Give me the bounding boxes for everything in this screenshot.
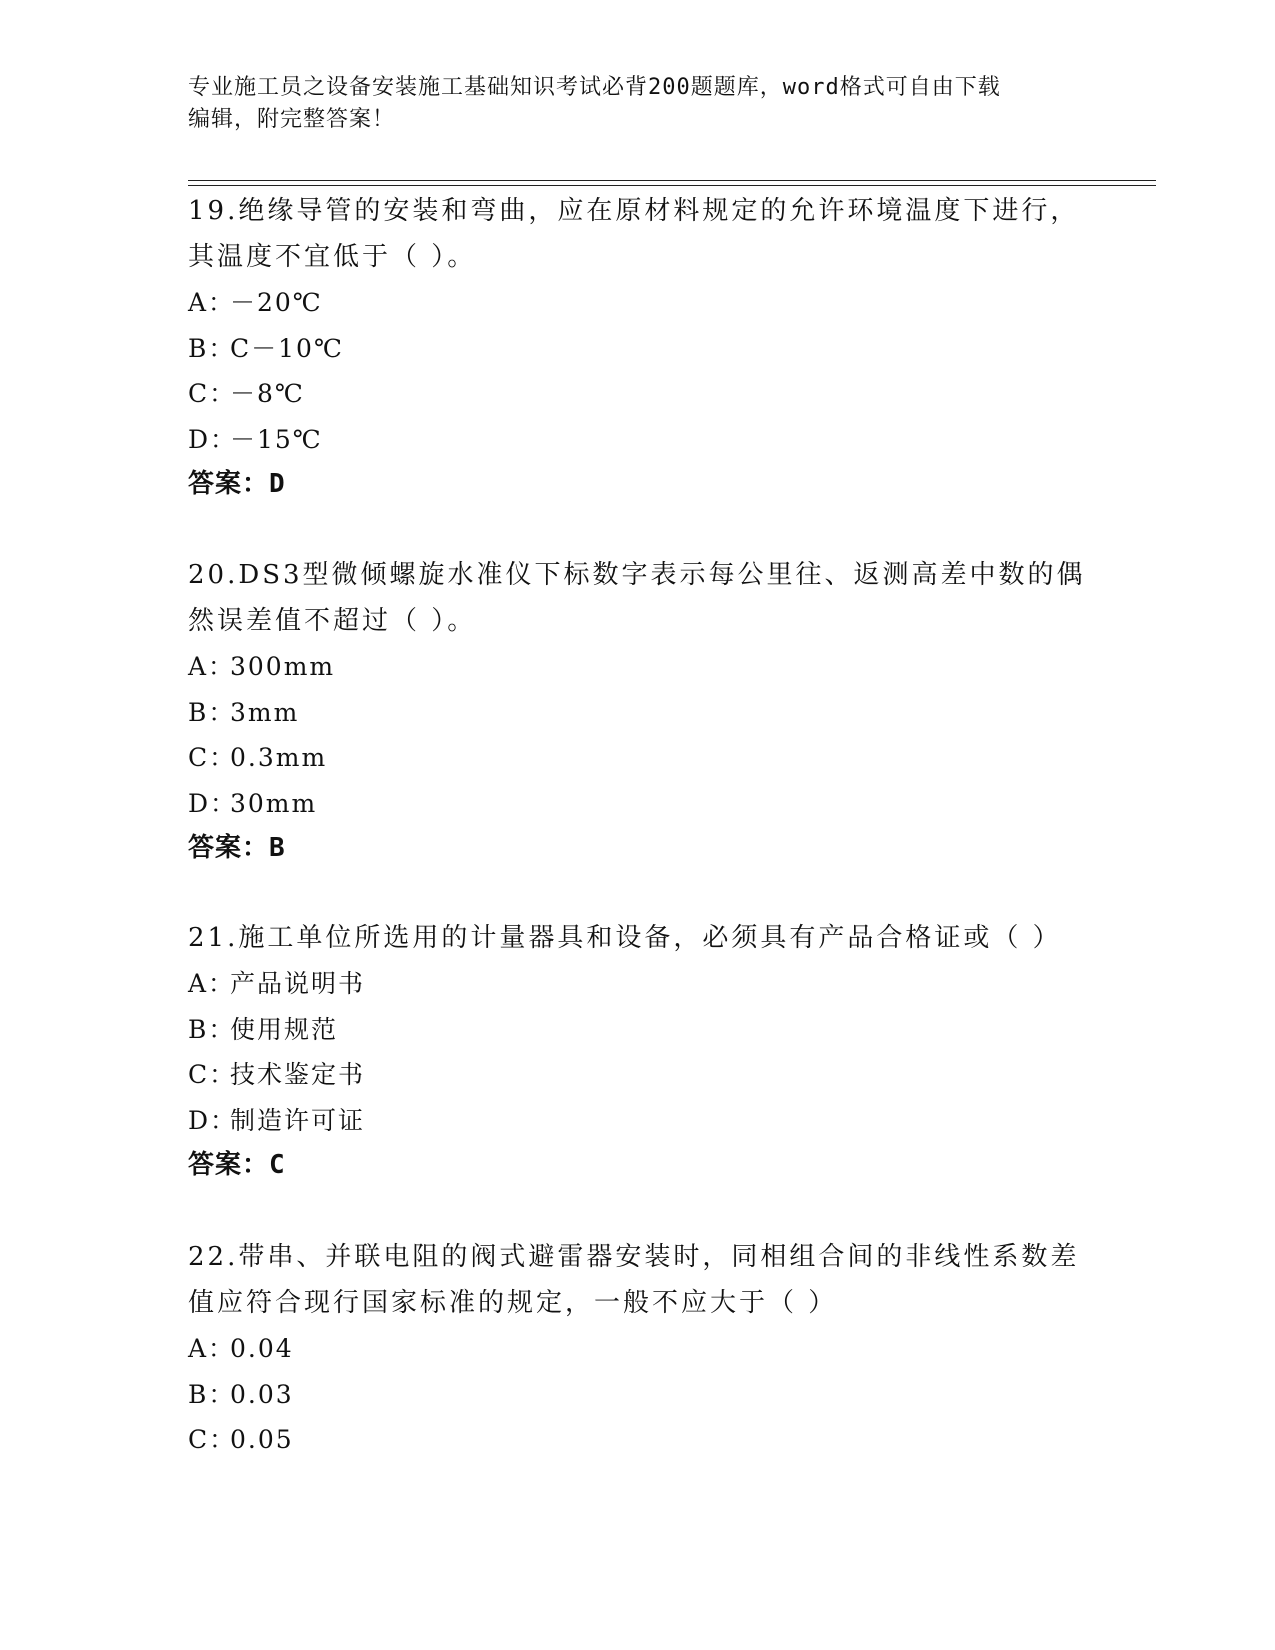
option-key: C： (188, 379, 237, 408)
option-key: B： (188, 1014, 236, 1044)
option-text: 0.05 (230, 1425, 294, 1454)
option-d (188, 781, 1088, 827)
option-key: D： (188, 1105, 238, 1135)
option-key: A： (188, 288, 236, 317)
option-text: 技术鉴定书 (230, 1060, 366, 1089)
question-stem-line: 19.绝缘导管的安装和弯曲，应在原材料规定的允许环境温度下进行， (188, 196, 1080, 226)
option-c (188, 1417, 1088, 1463)
option-b (188, 690, 1088, 736)
question-stem (188, 1234, 1088, 1326)
question-stem (188, 552, 1088, 644)
option-text: 产品说明书 (230, 969, 366, 998)
option-key: A： (188, 652, 236, 681)
option-key: D： (188, 788, 238, 818)
question-stem (188, 915, 1088, 961)
option-a (188, 644, 1088, 690)
question-stem (188, 188, 1088, 280)
question-stem-line: 然误差值不超过（ ）。 (188, 606, 477, 636)
option-key: A： (188, 1334, 236, 1363)
option-d (188, 1098, 1088, 1144)
option-a (188, 280, 1088, 326)
option-text: 0.3mm (230, 743, 328, 772)
option-a (188, 1326, 1088, 1372)
option-d (188, 417, 1088, 463)
option-text: 0.03 (230, 1379, 294, 1409)
option-text: 3mm (230, 697, 300, 727)
option-key: C： (188, 1425, 237, 1454)
option-text: 300mm (230, 652, 336, 681)
option-a (188, 961, 1088, 1007)
header-title-line-1: 专业施工员之设备安装施工基础知识考试必背200题题库，word格式可自由下载 (188, 75, 1001, 100)
option-text: －20℃ (230, 288, 323, 317)
option-text: 30mm (230, 788, 318, 818)
option-key: B： (188, 333, 236, 363)
answer-label: 答案：C (188, 1150, 286, 1180)
option-key: A： (188, 969, 236, 998)
option-key: D： (188, 424, 238, 454)
question-20 (188, 552, 1088, 870)
header-divider-top (188, 180, 1156, 181)
document-header (188, 72, 1088, 136)
question-stem-line: 其温度不宜低于（ ）。 (188, 242, 477, 272)
question-stem-line: 21.施工单位所选用的计量器具和设备，必须具有产品合格证或（ ） (188, 923, 1062, 953)
answer-label: 答案：B (188, 833, 286, 863)
option-text: 使用规范 (230, 1014, 339, 1044)
option-text: 0.04 (230, 1334, 294, 1363)
option-text: C－10℃ (230, 333, 344, 363)
option-text: －8℃ (230, 379, 305, 408)
option-text: －15℃ (230, 424, 323, 454)
question-stem-line: 值应符合现行国家标准的规定，一般不应大于（ ） (188, 1288, 838, 1318)
option-text: 制造许可证 (230, 1105, 366, 1135)
question-19 (188, 188, 1088, 506)
header-title-line-2: 编辑，附完整答案！ (188, 107, 396, 132)
option-b (188, 1372, 1088, 1418)
question-stem-line: 22.带串、并联电阻的阀式避雷器安装时，同相组合间的非线性系数差 (188, 1242, 1080, 1272)
header-divider-bottom (188, 185, 1156, 186)
option-key: B： (188, 1379, 236, 1409)
answer-label: 答案：D (188, 469, 286, 499)
option-c (188, 1052, 1088, 1098)
option-b (188, 1007, 1088, 1053)
question-21 (188, 915, 1088, 1187)
option-b (188, 326, 1088, 372)
option-key: B： (188, 697, 236, 727)
option-c (188, 371, 1088, 417)
option-c (188, 735, 1088, 781)
option-key: C： (188, 1060, 237, 1089)
option-key: C： (188, 743, 237, 772)
question-stem-line: 20.DS3型微倾螺旋水准仪下标数字表示每公里往、返测高差中数的偶 (188, 560, 1086, 590)
question-22 (188, 1234, 1088, 1463)
